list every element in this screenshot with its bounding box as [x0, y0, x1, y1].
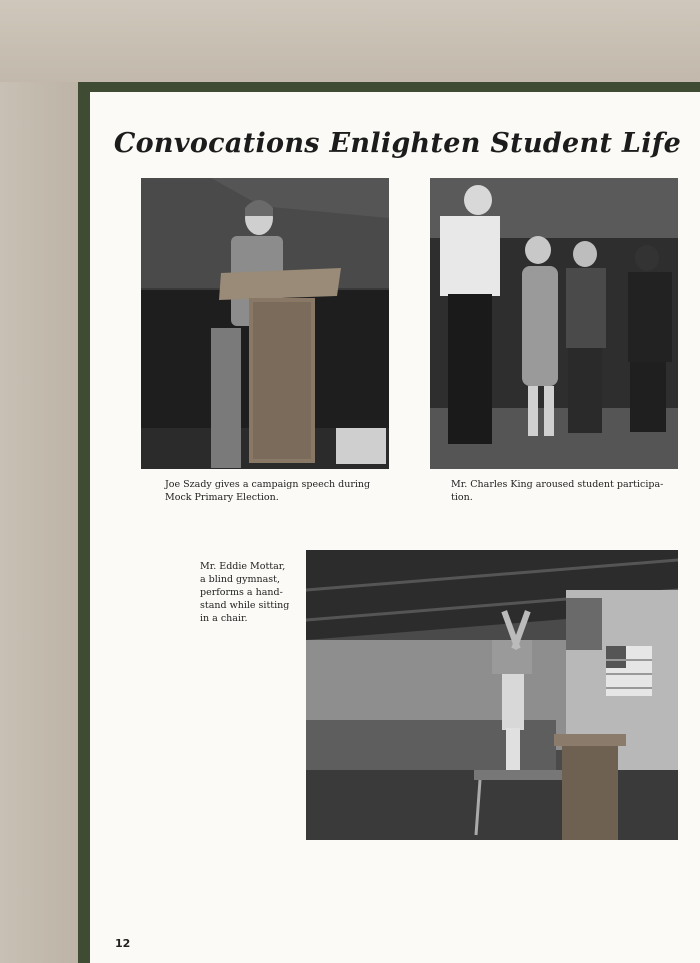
scan-background-top — [0, 0, 700, 82]
caption-line: performs a hand- — [200, 587, 283, 598]
caption-line: a blind gymnast, — [200, 574, 281, 585]
photo-joe-szady-speech — [141, 178, 389, 469]
photo-charles-king-group — [430, 178, 678, 469]
caption-charles-king — [451, 478, 671, 504]
caption-line: Mock Primary Election. — [165, 492, 279, 503]
photo-eddie-mottar-handstand — [306, 550, 678, 840]
caption-line: stand while sitting — [200, 600, 290, 611]
caption-line: in a chair. — [200, 613, 248, 624]
page-title: Convocations Enlighten Student Life — [113, 128, 682, 159]
caption-line: Mr. Charles King aroused student participa- — [451, 479, 664, 490]
page-number: 12 — [115, 937, 131, 950]
caption-line: Mr. Eddie Mottar, — [200, 561, 286, 572]
scan-background-left — [0, 82, 78, 963]
caption-line: Joe Szady gives a campaign speech during — [165, 479, 371, 490]
caption-joe-szady — [165, 478, 385, 504]
caption-line: tion. — [451, 492, 473, 503]
caption-eddie-mottar — [200, 560, 300, 625]
